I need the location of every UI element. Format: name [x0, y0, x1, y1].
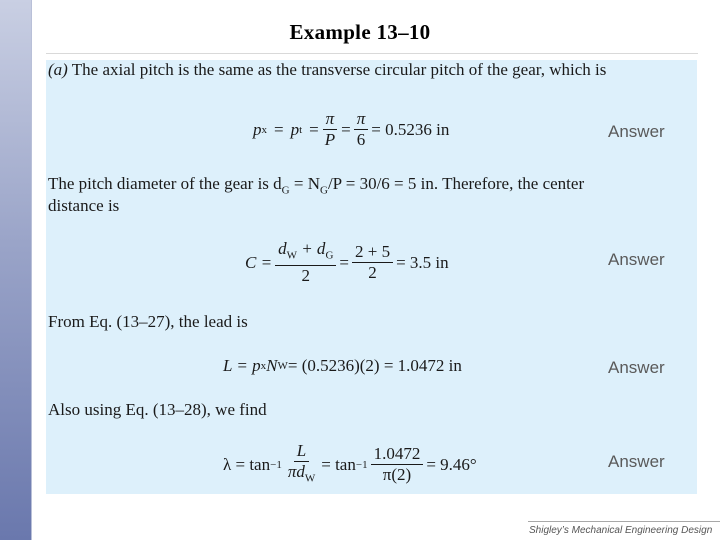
footer-text: Shigley’s Mechanical Engineering Design	[529, 525, 713, 536]
example-content-panel	[46, 60, 697, 494]
eq4-fraction-1: $\frac{L}{\pi d_W}$	[287, 441, 316, 485]
equation-axial-pitch	[253, 110, 449, 149]
footer-divider	[528, 521, 720, 522]
eq1-pt-sub: t	[299, 123, 303, 136]
answer-label-3: Answer	[608, 358, 665, 377]
eq1-result: = 0.5236 in	[371, 119, 450, 139]
paragraph-a	[48, 60, 606, 80]
eq1-fraction-1: $\frac{\pi}{P}$	[322, 110, 338, 149]
sidebar-edge	[31, 0, 32, 540]
eq1-equals-3: =	[341, 119, 351, 139]
paragraph-c: From Eq. (13–27), the lead is	[48, 312, 248, 331]
paragraph-d: Also using Eq. (13–28), we find	[48, 400, 267, 419]
answer-label-1: Answer	[608, 122, 665, 141]
eq1-fraction-2: $\frac{\pi}{6}$	[354, 110, 369, 149]
eq2-equals: =	[339, 252, 349, 272]
part-a-label: (a)	[48, 60, 68, 79]
eq1-px: p	[253, 119, 262, 139]
eq2-lhs: C =	[245, 252, 273, 272]
eq2-fraction-2: $\frac{2 + 5}{2}$	[352, 243, 393, 282]
eq2-fraction-1: $\frac{d_W + d_G}{2}$	[275, 240, 336, 285]
eq1-equals-2: =	[309, 119, 319, 139]
paragraph-a-text: The axial pitch is the same as the transverse circular pitch of the gear, which is	[67, 60, 607, 79]
paragraph-b-continued: distance is	[48, 196, 120, 215]
eq1-equals: =	[274, 119, 284, 139]
eq1-pt: p	[290, 119, 300, 139]
eq1-px-sub: x	[261, 123, 267, 136]
slide-title: Example 13–10	[289, 20, 431, 44]
slide-sidebar-decoration	[0, 0, 31, 540]
equation-lead-angle: λ = tan −1 $\frac{L}{\pi d_W}$ = tan −1 $\frac{1.0472}{\pi(2)}$ = 9.46°	[223, 442, 477, 487]
equation-center-distance	[245, 240, 449, 285]
equation-lead: L = p x N W = (0.5236)(2) = 1.0472 in	[223, 356, 462, 375]
paragraph-b: The pitch diameter of the gear is $d_G = N_G/P = 30/6 = 5$ in. Therefore, the center	[48, 174, 585, 197]
eq4-fraction-2: $\frac{1.0472}{\pi(2)}$	[371, 445, 424, 484]
answer-label-2: Answer	[608, 250, 665, 269]
eq2-result: = 3.5 in	[396, 252, 449, 272]
answer-label-4: Answer	[608, 452, 665, 471]
title-divider	[46, 53, 698, 54]
